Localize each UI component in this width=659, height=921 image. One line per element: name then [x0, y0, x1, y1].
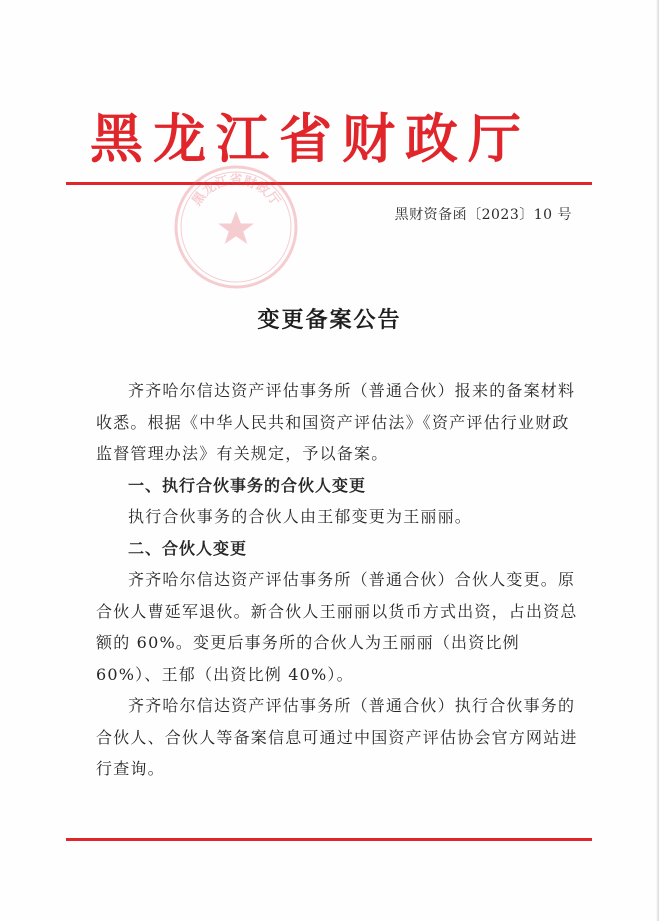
section-2-heading: 二、合伙人变更 [128, 538, 248, 558]
official-seal-icon [172, 163, 300, 291]
masthead-red-rule [66, 182, 592, 185]
section-1-paragraph: 执行合伙事务的合伙人由王郁变更为王丽丽。 [128, 507, 473, 526]
intro-paragraph: 齐齐哈尔信达资产评估事务所（普通合伙）报来的备案材料收悉。根据《中华人民共和国资产评估法》《资产评估行业财政监督管理办法》有关规定，予以备案。 [96, 381, 576, 463]
section-2-paragraph: 齐齐哈尔信达资产评估事务所（普通合伙）合伙人变更。原合伙人曹延军退伙。新合伙人王丽丽以货币方式出资，占出资总额的 60%。变更后事务所的合伙人为王丽丽（出资比例 60%）、王郁（出资比例 40%）。 [96, 570, 578, 684]
document-body [96, 375, 584, 785]
footer-red-rule [66, 838, 592, 841]
closing-paragraph: 齐齐哈尔信达资产评估事务所（普通合伙）执行合伙事务的合伙人、合伙人等备案信息可通过中国资产评估协会官方网站进行查询。 [96, 696, 578, 778]
masthead-title: 黑龙江省财政厅 [90, 108, 531, 170]
seal-text: 黑龙江省财政厅 [189, 173, 283, 209]
document-number: 黑财资备函〔2023〕10 号 [394, 207, 572, 223]
document-title: 变更备案公告 [257, 307, 402, 333]
section-1-heading: 一、执行合伙事务的合伙人变更 [128, 475, 367, 495]
